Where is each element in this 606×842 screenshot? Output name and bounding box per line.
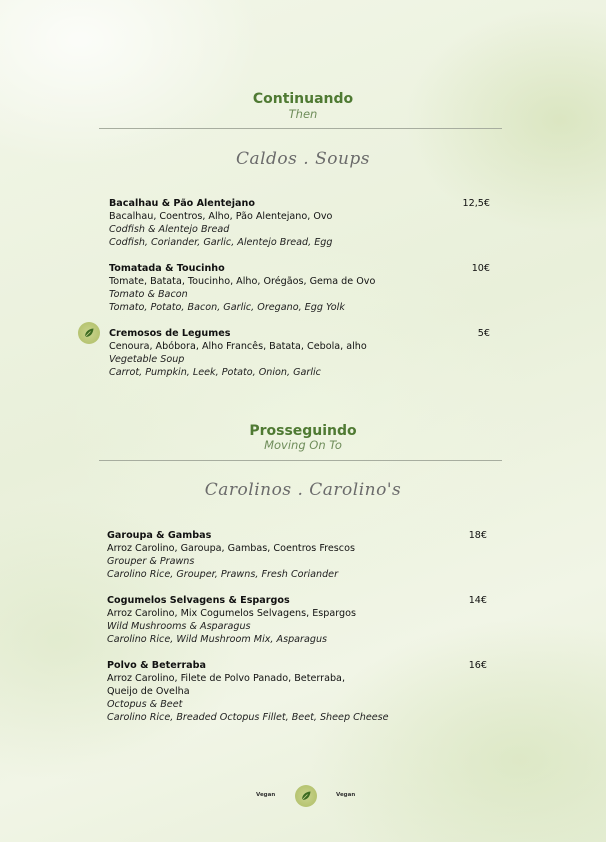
menu-item <box>107 594 437 646</box>
menu-item <box>107 659 437 724</box>
section-title-prosseguindo: Prosseguindo <box>249 423 357 439</box>
dish-name: Polvo & Beterraba <box>107 660 206 671</box>
dish-ingredients-pt: Tomate, Batata, Toucinho, Alho, Orégãos, Gema de Ovo <box>109 276 376 287</box>
dish-ingredients-pt-continued: Queijo de Ovelha <box>107 686 190 697</box>
dish-name: Cremosos de Legumes <box>109 328 231 339</box>
dish-ingredients-pt: Arroz Carolino, Mix Cogumelos Selvagens, Espargos <box>107 608 356 619</box>
dish-ingredients-en: Tomato, Potato, Bacon, Garlic, Oregano, Egg Yolk <box>109 302 345 313</box>
dish-name-en: Grouper & Prawns <box>107 556 195 567</box>
dish-ingredients-pt: Arroz Carolino, Garoupa, Gambas, Coentros Frescos <box>107 543 355 554</box>
section-subtitle-then: Then <box>288 107 318 121</box>
dish-name: Garoupa & Gambas <box>107 530 212 541</box>
dish-ingredients-en: Carolino Rice, Grouper, Prawns, Fresh Coriander <box>107 569 339 580</box>
dish-ingredients-pt: Bacalhau, Coentros, Alho, Pão Alentejano, Ovo <box>109 211 333 222</box>
dish-ingredients-en: Carolino Rice, Breaded Octopus Fillet, Beet, Sheep Cheese <box>107 712 389 723</box>
legend-vegan-badge <box>295 785 317 807</box>
dish-ingredients-pt: Arroz Carolino, Filete de Polvo Panado, Beterraba, <box>107 673 345 684</box>
dish-ingredients-en: Codfish, Coriander, Garlic, Alentejo Bread, Egg <box>109 237 333 248</box>
dish-price: 16€ <box>468 660 487 671</box>
dish-price: 14€ <box>468 595 487 606</box>
vegan-badge <box>78 322 100 344</box>
dish-name: Bacalhau & Pão Alentejano <box>109 198 255 209</box>
menu-item <box>109 327 439 379</box>
dish-price: 5€ <box>477 328 490 339</box>
dish-price: 12,5€ <box>462 198 490 209</box>
menu-item <box>107 529 437 581</box>
section-title-continuando: Continuando <box>252 91 354 107</box>
section-divider <box>99 128 502 129</box>
dish-ingredients-en: Carrot, Pumpkin, Leek, Potato, Onion, Garlic <box>109 367 321 378</box>
dish-name-en: Wild Mushrooms & Asparagus <box>107 621 251 632</box>
category-heading-carolinos: Carolinos . Carolino's <box>204 480 402 500</box>
category-heading-soups: Caldos . Soups <box>235 149 371 169</box>
legend-label-right: Vegan <box>336 792 356 798</box>
menu-item <box>109 262 439 314</box>
dish-name-en: Codfish & Alentejo Bread <box>109 224 230 235</box>
leaf-icon <box>83 327 95 339</box>
dish-price: 18€ <box>468 530 487 541</box>
dish-ingredients-pt: Cenoura, Abóbora, Alho Francês, Batata, Cebola, alho <box>109 341 367 352</box>
dish-price: 10€ <box>471 263 490 274</box>
menu-item <box>109 197 439 249</box>
dish-name: Cogumelos Selvagens & Espargos <box>107 595 290 606</box>
dish-name-en: Vegetable Soup <box>109 354 185 365</box>
section-subtitle-moving-on: Moving On To <box>264 438 342 452</box>
dish-name: Tomatada & Toucinho <box>109 263 225 274</box>
dish-ingredients-en: Carolino Rice, Wild Mushroom Mix, Asparagus <box>107 634 328 645</box>
leaf-icon <box>300 790 312 802</box>
section-divider <box>99 460 502 461</box>
dish-name-en: Octopus & Beet <box>107 699 183 710</box>
dish-name-en: Tomato & Bacon <box>109 289 188 300</box>
legend-label-left: Vegan <box>256 792 276 798</box>
